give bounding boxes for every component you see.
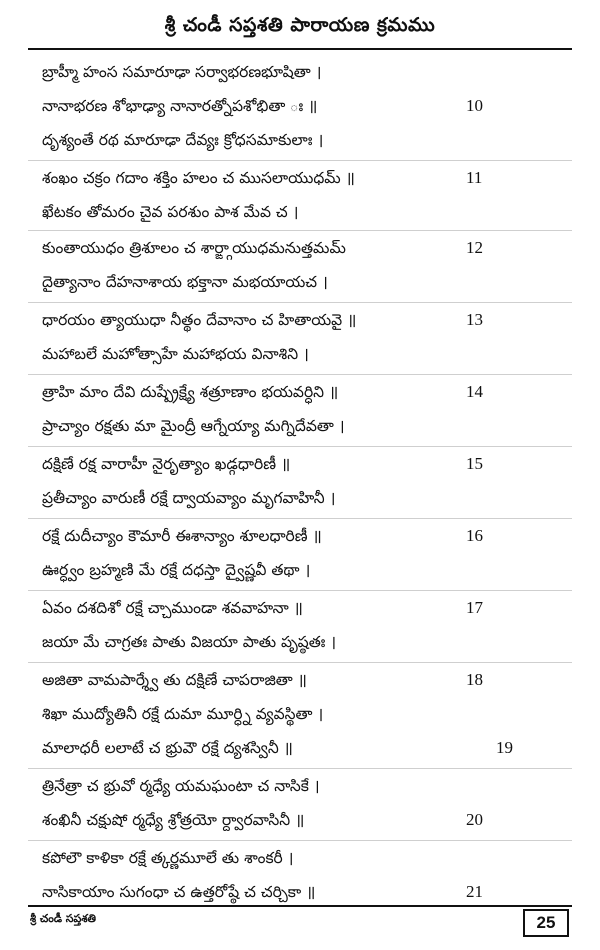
verse-line: నాసికాయాం సుగంధా చ ఉత్తరోష్ఠే చ చర్చికా ॥ <box>42 883 316 901</box>
verse-line: దైత్యానాం దేహనాశాయ భక్తానా మభయాయచ । <box>42 273 328 291</box>
verse-line: జయా మే చాగ్రతః పాతు విజయా పాతు పృష్ఠతః । <box>42 633 337 651</box>
verse-line: అజితా వామపార్శ్వే తు దక్షిణే చాపరాజితా ॥ <box>42 671 307 689</box>
verse-line: దక్షిణే రక్ష వారాహీ నైరృత్యాం ఖడ్గధారిణీ ॥ <box>42 455 291 473</box>
verse-separator <box>28 160 572 161</box>
verse-separator <box>28 590 572 591</box>
page-number: 25 <box>523 909 569 937</box>
verse-number: 17 <box>466 598 483 617</box>
footer-title: శ్రీ చండీ సప్తశతి <box>30 912 96 925</box>
verse-separator <box>28 302 572 303</box>
verse-line: త్రాహి మాం దేవి దుష్ప్రేక్ష్యే శత్రూణాం భయవర్ధిని ॥ <box>42 383 339 401</box>
verse-number: 20 <box>466 810 483 829</box>
verse-number: 13 <box>466 310 483 329</box>
page-title: శ్రీ చండీ సప్తశతి పారాయణ క్రమము <box>164 14 436 36</box>
verse-line: మహాబలే మహోత్సాహే మహాభయ వినాశిని । <box>42 345 309 363</box>
verse-line: ప్రాచ్యాం రక్షతు మా మైంద్రీ ఆగ్నేయ్యా మగ్నిదేవతా । <box>42 417 345 435</box>
verse-number: 16 <box>466 526 483 545</box>
verse-separator <box>28 840 572 841</box>
verse-separator <box>28 230 572 231</box>
verse-number: 14 <box>466 382 483 401</box>
verse-separator <box>28 374 572 375</box>
verse-number: 18 <box>466 670 483 689</box>
verse-separator <box>28 518 572 519</box>
verse-separator <box>28 768 572 769</box>
verse-line: శంఖినీ చక్షుషో ర్మధ్యే శ్రోత్రయో ర్ద్వారవాసినీ ॥ <box>42 811 305 829</box>
footer-divider <box>28 905 572 907</box>
verse-line: ధారయం త్యాయుధా నీత్థం దేవానాం చ హితాయవై ॥ <box>42 311 357 329</box>
verse-line: మాలాధరీ లలాటే చ భ్రువౌ రక్షే ద్యశస్వినీ ॥ <box>42 739 293 757</box>
verse-line: ఏవం దశదిశో రక్షే చ్చాముండా శవవాహనా ॥ <box>42 599 303 617</box>
header-divider <box>28 48 572 50</box>
verse-number: 21 <box>466 882 483 901</box>
verse-line: శిఖా ముద్యోతినీ రక్షే దుమా మూర్ధ్ని వ్యవస్థితా । <box>42 705 324 723</box>
verse-line: నానాభరణ శోభాఢ్యా నానారత్నోపశోభితా ః ॥ <box>42 97 318 115</box>
verse-line: ఊర్ధ్వం బ్రహ్మణి మే రక్షే దధస్తా ద్వైష్ణవీ తథా । <box>42 561 311 579</box>
verse-line: కపోలౌ కాళికా రక్షే త్కర్ణమూలే తు శాంకరీ । <box>42 849 294 867</box>
verse-line: త్రినేత్రా చ భ్రువో ర్మధ్యే యమఘంటా చ నాసికే । <box>42 777 320 795</box>
verse-separator <box>28 662 572 663</box>
verse-number: 15 <box>466 454 483 473</box>
verse-line: బ్రాహ్మీ హంస సమారూఢా సర్వాభరణభూషితా । <box>42 63 322 81</box>
verse-line: ఖేటకం తోమరం చైవ పరశుం పాశ మేవ చ । <box>42 203 299 221</box>
verse-separator <box>28 446 572 447</box>
verse-number: 11 <box>466 168 483 187</box>
verse-line: శంఖం చక్రం గదాం శక్తిం హలం చ ముసలాయుధమ్ ॥ <box>42 169 355 187</box>
verse-line: రక్షే దుదీచ్యాం కౌమారీ ఈశాన్యాం శూలధారిణీ ॥ <box>42 527 322 545</box>
verse-line: కుంతాయుధం త్రిశూలం చ శార్ఙ్గాయుధమనుత్తమమ్ <box>42 239 346 257</box>
verse-number: 19 <box>496 738 513 757</box>
verse-line: ప్రతీచ్యాం వారుణీ రక్షే ద్వాయవ్యాం మృగవాహినీ । <box>42 489 336 507</box>
verse-line: దృశ్యంతే రథ మారూఢా దేవ్యః క్రోధసమాకులాః । <box>42 131 324 149</box>
verse-number: 10 <box>466 96 483 115</box>
verse-number: 12 <box>466 238 483 257</box>
